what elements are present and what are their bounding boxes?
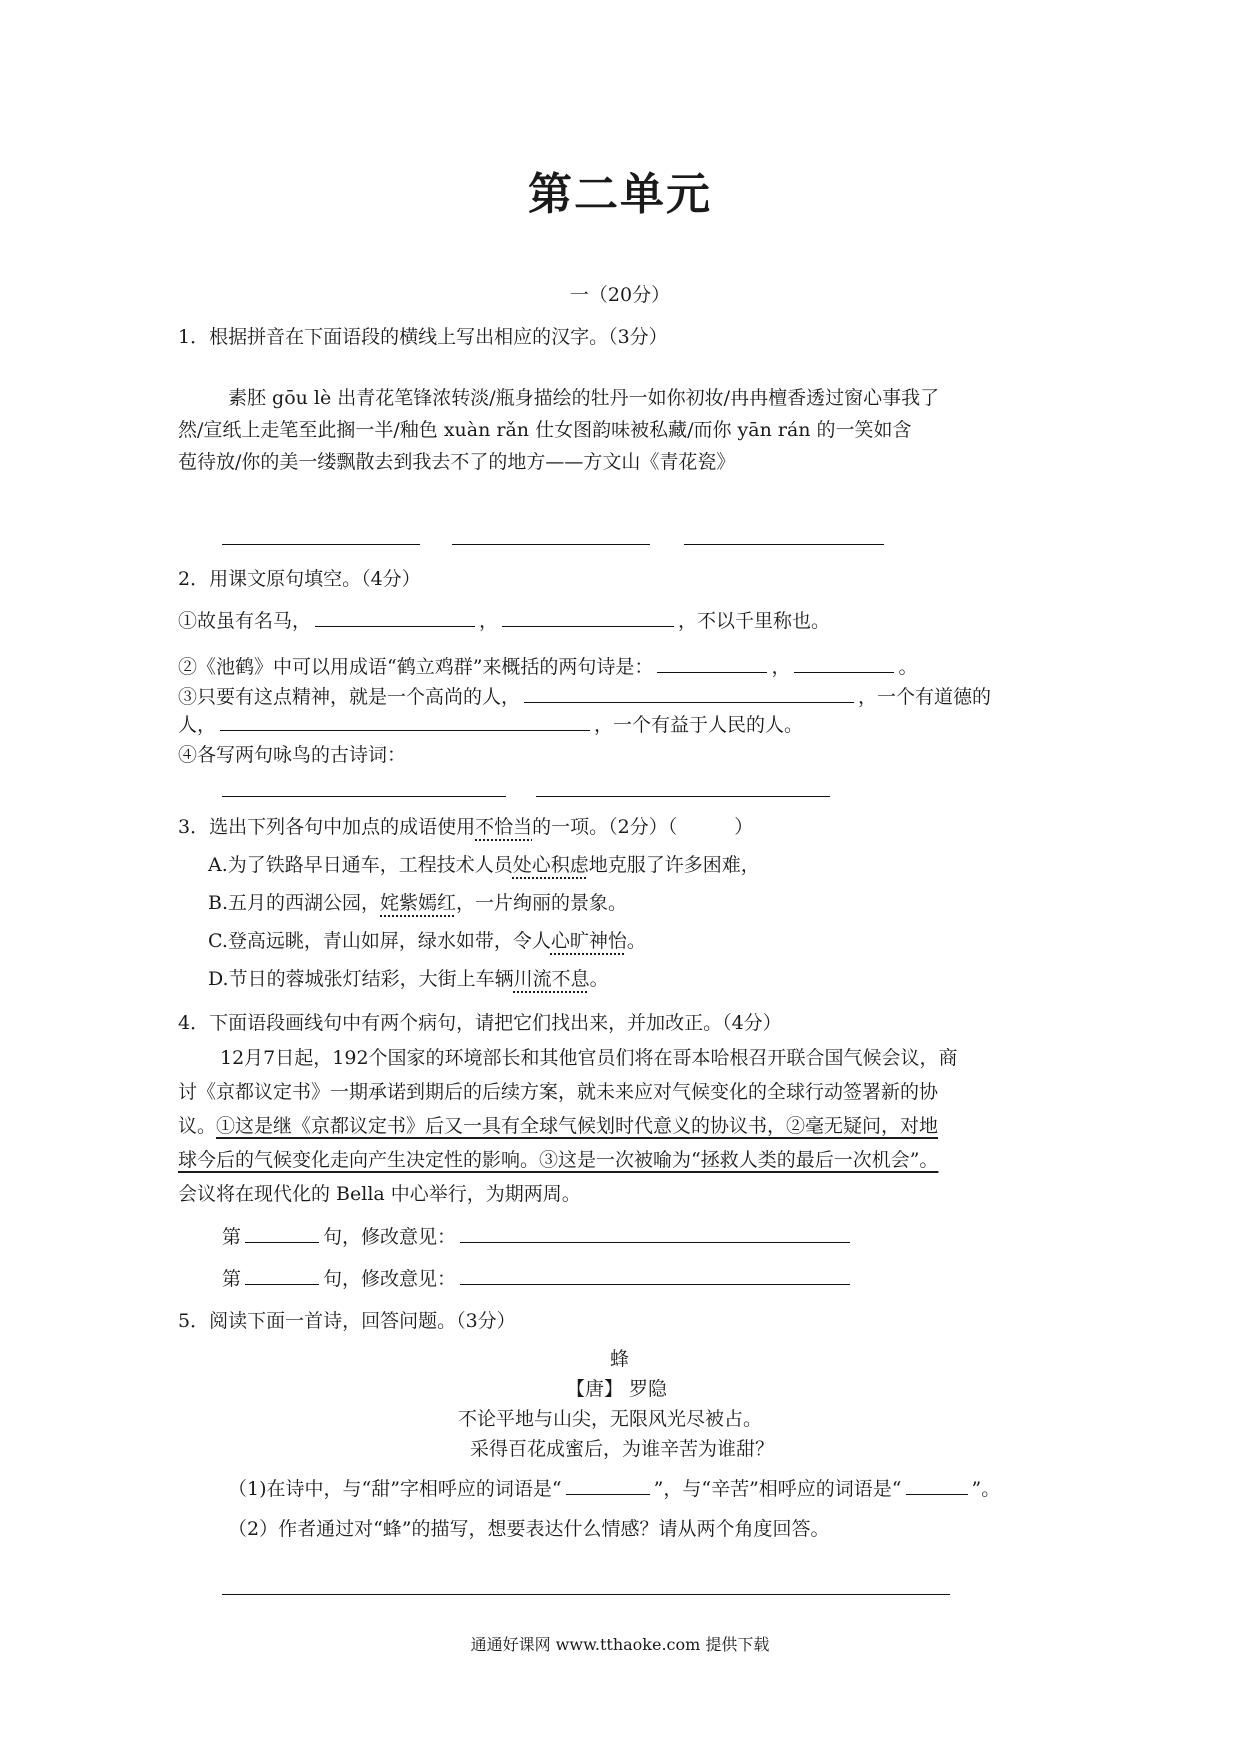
section-heading: 一（20分）: [569, 284, 671, 306]
q1-stem: 1．根据拼音在下面语段的横线上写出相应的汉字。（3分）: [178, 326, 668, 348]
q2-blank-3[interactable]: [657, 652, 767, 673]
q4-passage-line-3: [178, 1110, 938, 1142]
q5-answer-line[interactable]: [222, 1594, 950, 1595]
q2-line-4: [178, 710, 803, 737]
q5-sub1-text-a: （1)在诗中，与“甜”字相呼应的词语是“: [228, 1478, 562, 1500]
q3-stem-emphasis: 不恰当: [475, 816, 533, 838]
q3-option-b-idiom: 姹紫嫣红: [380, 892, 457, 914]
q3-option-a[interactable]: [208, 850, 760, 877]
q2-line-1-text-b: ，: [479, 610, 499, 632]
q4-passage-line-3-text: 议。: [178, 1115, 217, 1137]
q4-answer-2-label: 第: [222, 1268, 242, 1290]
q5-sub1-text-c: ”。: [971, 1478, 1001, 1500]
q2-line-1: [178, 606, 830, 633]
q2-poem-blank-1[interactable]: [222, 796, 506, 797]
q5-sub1-text-b: ”，与“辛苦”相呼应的词语是“: [653, 1478, 902, 1500]
q5-blank-1[interactable]: [566, 1474, 650, 1495]
q4-stem: 4．下面语段画线句中有两个病句，请把它们找出来，并加改正。（4分）: [178, 1012, 782, 1034]
q3-option-c-idiom: 心旷神怡: [550, 930, 627, 952]
poem-title: 蜂: [610, 1348, 630, 1370]
q3-option-d-idiom: 川流不息: [513, 968, 590, 990]
q5-sub-question-2: （2）作者通过对“蜂”的描写，想要表达什么情感？请从两个角度回答。: [228, 1518, 830, 1540]
q3-option-a-text-end: 地克服了许多困难，: [588, 854, 760, 876]
q2-poem-blank-2[interactable]: [536, 796, 830, 797]
q4-sentence-no-blank-2[interactable]: [245, 1264, 319, 1285]
page-footer: 通通好课网 www.tthaoke.com 提供下载: [470, 1635, 770, 1654]
q2-blank-1[interactable]: [315, 606, 475, 627]
q5-blank-2[interactable]: [906, 1474, 968, 1495]
q3-option-c-text: C.登高远眺，青山如屏，绿水如带，令人: [208, 930, 551, 952]
q1-passage-line-2: 然/宣纸上走笔至此搁一半/釉色 xuàn rǎn 仕女图韵味被私藏/而你 yān rán 的一笑如含: [178, 419, 912, 441]
q4-answer-2-label-b: 句，修改意见：: [323, 1268, 457, 1290]
q2-line-3-text-a: ③只要有这点精神，就是一个高尚的人，: [178, 686, 521, 708]
q2-blank-4[interactable]: [794, 652, 894, 673]
q4-passage-line-1: 12月7日起，192个国家的环境部长和其他官员们将在哥本哈根召开联合国气候会议，商: [220, 1047, 958, 1069]
q2-line-2: [178, 652, 917, 679]
poem-line-2: 采得百花成蜜后，为谁辛苦为谁甜？: [470, 1438, 775, 1460]
poem-author: 【唐】 罗隐: [566, 1378, 668, 1400]
q3-option-d[interactable]: [208, 964, 609, 991]
q2-line-4-text-a: 人，: [178, 714, 217, 736]
q2-line-5: ④各写两句咏鸟的古诗词：: [178, 744, 407, 766]
q2-line-1-text-c: ，不以千里称也。: [678, 610, 831, 632]
q5-stem: 5．阅读下面一首诗，回答问题。（3分）: [178, 1310, 516, 1332]
q2-line-3: [178, 682, 991, 709]
q3-option-b-text: B.五月的西湖公园，: [208, 892, 381, 914]
q4-revision-blank-1[interactable]: [460, 1222, 850, 1243]
q2-blank-2[interactable]: [502, 606, 674, 627]
q4-answer-1-label-b: 句，修改意见：: [323, 1226, 457, 1248]
q4-sentence-no-blank-1[interactable]: [245, 1222, 319, 1243]
q3-option-b-text-end: ，一片绚丽的景象。: [456, 892, 628, 914]
q1-answer-blank-2[interactable]: [452, 544, 650, 545]
q4-passage-line-4: [178, 1144, 938, 1176]
q2-stem: 2．用课文原句填空。（4分）: [178, 568, 421, 590]
q2-line-3-text-b: ，一个有道德的: [858, 686, 992, 708]
q2-line-2-text-a: ②《池鹤》中可以用成语“鹤立鸡群”来概括的两句诗是：: [178, 656, 654, 678]
q2-line-2-text-b: ，: [771, 656, 791, 678]
q3-option-d-text: D.节日的蓉城张灯结彩，大街上车辆: [208, 968, 514, 990]
q4-passage-line-5: 会议将在现代化的 Bella 中心举行，为期两周。: [178, 1183, 581, 1205]
q4-revision-blank-2[interactable]: [460, 1264, 850, 1285]
q4-answer-1-label: 第: [222, 1226, 242, 1248]
q4-underlined-sentence-1: ①这是继《京都议定书》后又一具有全球气候划时代意义的协议书，②毫无疑问，对地: [216, 1115, 939, 1137]
q3-option-b[interactable]: [208, 888, 627, 915]
q5-sub-question-1: [228, 1474, 1000, 1501]
q3-option-c-text-end: 。: [626, 930, 646, 952]
q1-answer-blank-3[interactable]: [684, 544, 884, 545]
page-title: 第二单元: [528, 169, 712, 220]
q1-passage-line-1: 素胚 gōu lè 出青花笔锋浓转淡/瓶身描绘的牡丹一如你初妆/冉冉檀香透过窗心事我了: [228, 387, 940, 409]
q2-blank-6[interactable]: [220, 710, 590, 731]
q2-line-1-text-a: ①故虽有名马，: [178, 610, 312, 632]
q3-option-a-idiom: 处心积虑: [512, 854, 589, 876]
q1-answer-blank-1[interactable]: [222, 544, 420, 545]
poem-line-1: 不论平地与山尖，无限风光尽被占。: [458, 1408, 763, 1430]
q3-option-d-text-end: 。: [589, 968, 609, 990]
q4-underlined-sentence-2: 球今后的气候变化走向产生决定性的影响。③这是一次被喻为“拯救人类的最后一次机会”。: [178, 1149, 939, 1171]
q2-line-4-text-b: ，一个有益于人民的人。: [594, 714, 804, 736]
q3-stem: [178, 812, 753, 839]
q4-answer-row-2: [222, 1264, 854, 1291]
q3-option-a-text: A.为了铁路早日通车，工程技术人员: [208, 854, 513, 876]
q2-line-2-text-c: 。: [898, 656, 918, 678]
q3-stem-text-a: 3．选出下列各句中加点的成语使用: [178, 816, 476, 838]
q2-blank-5[interactable]: [524, 682, 854, 703]
q4-answer-row-1: [222, 1222, 854, 1249]
q1-passage-line-3: 苞待放/你的美一缕飘散去到我去不了的地方——方文山《青花瓷》: [178, 451, 736, 473]
q3-stem-text-b: 的一项。（2分）（ ）: [532, 816, 754, 838]
q4-passage-line-2: 讨《京都议定书》一期承诺到期后的后续方案，就未来应对气候变化的全球行动签署新的协: [178, 1081, 939, 1103]
q3-option-c[interactable]: [208, 926, 646, 953]
